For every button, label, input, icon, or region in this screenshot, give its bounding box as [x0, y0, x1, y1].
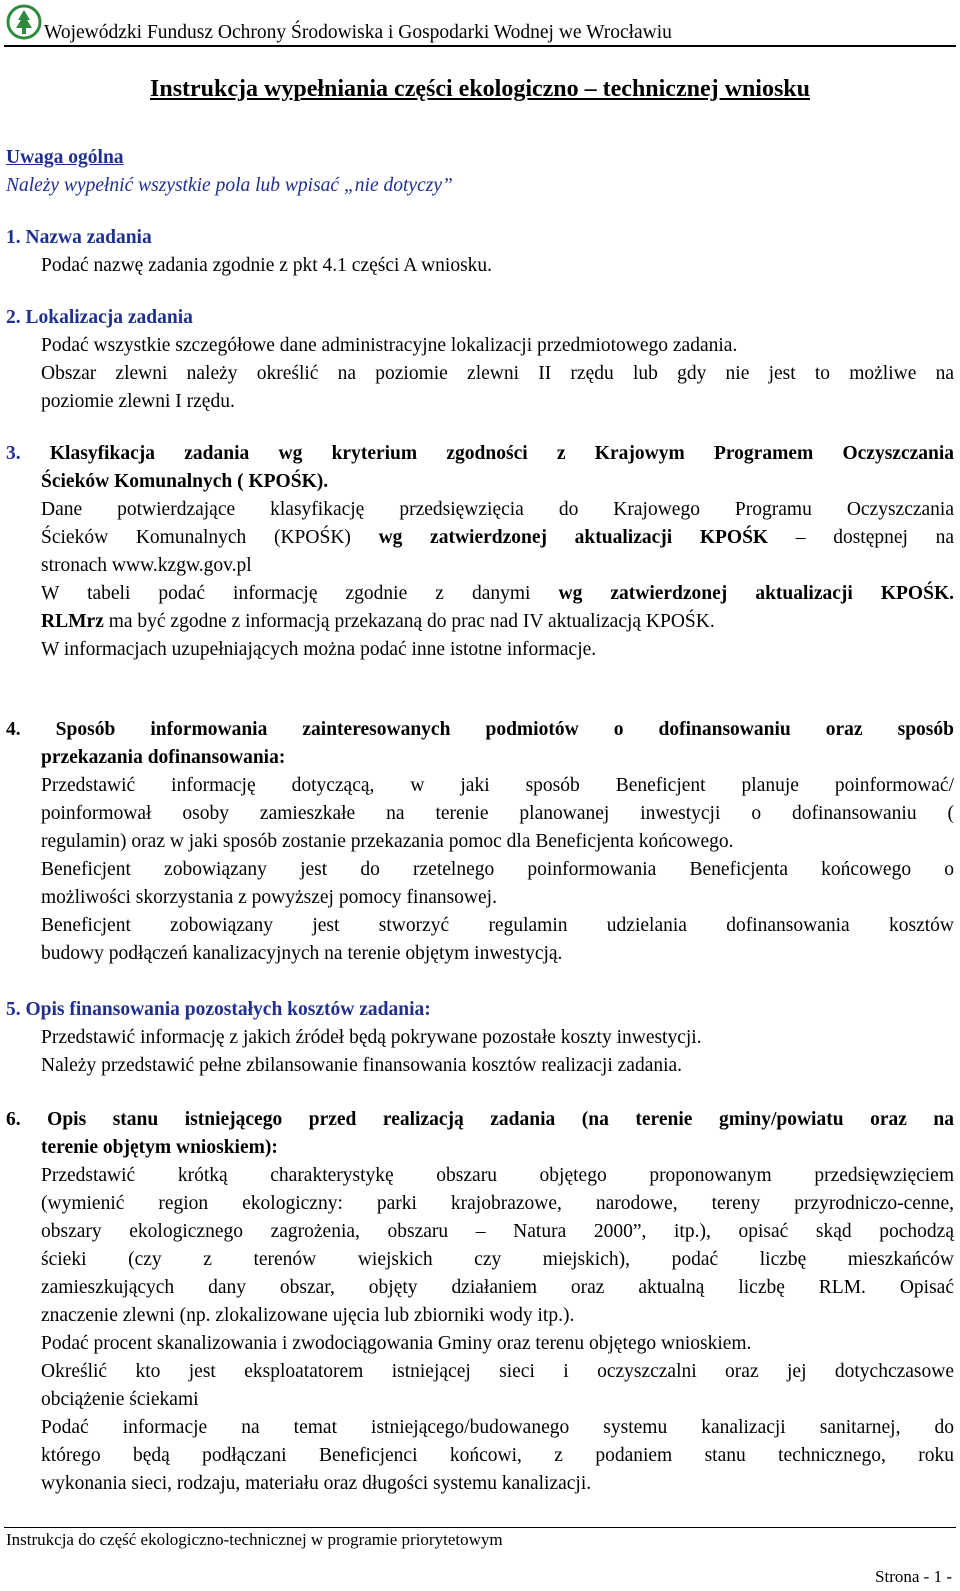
footer-divider — [4, 1527, 956, 1528]
section-4-line: możliwości skorzystania z powyższej pomocy finansowej. — [41, 887, 497, 908]
section-number: 6. — [6, 1109, 21, 1130]
section-3-line: Dane potwierdzające klasyfikację przedsięwzięcia do Krajowego Programu Oczyszczania — [41, 499, 954, 520]
section-6-heading-continued: terenie objętym wnioskiem): — [41, 1137, 278, 1158]
section-4-heading — [6, 718, 954, 742]
section-title: Opis finansowania pozostałych kosztów zadania: — [25, 999, 431, 1020]
section-1-heading — [6, 226, 152, 250]
section-6-line: Podać procent skanalizowania i zwodociągowania Gminy oraz terenu objętego wnioskiem. — [41, 1333, 752, 1354]
section-6-line: Podać informacje na temat istniejącego/budowanego systemu kanalizacji sanitarnej, do — [41, 1417, 954, 1438]
page-title: Instrukcja wypełniania części ekologiczno – technicznej wniosku — [150, 76, 810, 102]
section-number: 2. — [6, 307, 21, 328]
section-2-line: Obszar zlewni należy określić na poziomie zlewni II rzędu lub gdy nie jest to możliwe na — [41, 363, 954, 384]
section-3-line: Ścieków Komunalnych (KPOŚK) wg zatwierdzonej aktualizacji KPOŚK – dostępnej na — [41, 527, 954, 548]
section-2-line: Podać wszystkie szczegółowe dane administracyjne lokalizacji przedmiotowego zadania. — [41, 335, 738, 356]
section-4-line: Beneficjent zobowiązany jest stworzyć regulamin udzielania dofinansowania kosztów — [41, 915, 954, 936]
section-6-line: którego będą podłączani Beneficjenci końcowi, z podaniem stanu technicznego, roku — [41, 1445, 954, 1466]
section-6-line: (wymienić region ekologiczny: parki krajobrazowe, narodowe, tereny przyrodniczo-cenne, — [41, 1193, 954, 1214]
general-note-text: Należy wypełnić wszystkie pola lub wpisać „nie dotyczy” — [6, 175, 453, 196]
section-3-heading — [6, 442, 954, 466]
section-title: Lokalizacja zadania — [25, 307, 193, 328]
footer-text: Instrukcja do część ekologiczno-technicznej w programie priorytetowym — [6, 1530, 503, 1549]
page-header — [0, 0, 960, 48]
section-4-line: regulamin) oraz w jaki sposób zostanie przekazania pomoc dla Beneficjenta końcowego. — [41, 831, 734, 852]
section-title: Sposób informowania zainteresowanych podmiotów o dofinansowaniu oraz sposób — [55, 719, 954, 740]
section-6-heading — [6, 1108, 954, 1132]
section-number: 1. — [6, 227, 21, 248]
page-number: Strona - 1 - — [875, 1567, 952, 1586]
general-note-heading: Uwaga ogólna — [6, 147, 124, 168]
section-4-line: budowy podłączeń kanalizacyjnych na terenie objętym inwestycją. — [41, 943, 563, 964]
section-6-line: obciążenie ściekami — [41, 1389, 199, 1410]
section-2-heading — [6, 306, 193, 330]
section-6-line: obszary ekologicznego zagrożenia, obszaru – Natura 2000”, itp.), opisać skąd pochodzą — [41, 1221, 954, 1242]
header-divider — [4, 45, 956, 47]
section-3-heading-continued: Ścieków Komunalnych ( KPOŚK). — [41, 471, 329, 492]
section-4-heading-continued: przekazania dofinansowania: — [41, 747, 286, 768]
section-2-line: poziomie zlewni I rzędu. — [41, 391, 235, 412]
section-title: Nazwa zadania — [25, 227, 152, 248]
section-5-line: Należy przedstawić pełne zbilansowanie finansowania kosztów realizacji zadania. — [41, 1055, 683, 1076]
section-3-line: W tabeli podać informację zgodnie z danymi wg zatwierdzonej aktualizacji KPOŚK. — [41, 583, 954, 604]
section-number: 5. — [6, 999, 21, 1020]
section-3-line: RLMrz ma być zgodne z informacją przekazaną do prac nad IV aktualizacją KPOŚK. — [41, 611, 715, 632]
section-5-line: Przedstawić informację z jakich źródeł będą pokrywane pozostałe koszty inwestycji. — [41, 1027, 702, 1048]
section-3-line: stronach www.kzgw.gov.pl — [41, 555, 252, 576]
section-3-line: W informacjach uzupełniających można podać inne istotne informacje. — [41, 639, 597, 660]
section-4-line: poinformował osoby zamieszkałe na terenie planowanej inwestycji o dofinansowaniu ( — [41, 803, 954, 824]
section-6-line: wykonania sieci, rodzaju, materiału oraz długości systemu kanalizacji. — [41, 1473, 592, 1494]
section-4-line: Beneficjent zobowiązany jest do rzetelnego poinformowania Beneficjenta końcowego o — [41, 859, 954, 880]
section-6-line: zamieszkujących dany obszar, objęty działaniem oraz aktualną liczbę RLM. Opisać — [41, 1277, 954, 1298]
section-6-line: znaczenie zlewni (np. zlokalizowane ujęcia lub zbiorniki wody itp.). — [41, 1305, 575, 1326]
section-6-line: Określić kto jest eksploatatorem istniejącej sieci i oczyszczalni oraz jej dotychczasowe — [41, 1361, 954, 1382]
section-5-heading — [6, 998, 431, 1022]
section-4-line: Przedstawić informację dotyczącą, w jaki sposób Beneficjent planuje poinformować/ — [41, 775, 954, 796]
section-number: 4. — [6, 719, 21, 740]
section-1-text: Podać nazwę zadania zgodnie z pkt 4.1 części A wniosku. — [41, 255, 493, 276]
section-6-line: ścieki (czy z terenów wiejskich czy miejskich), podać liczbę mieszkańców — [41, 1249, 954, 1270]
section-6-line: Przedstawić krótką charakterystykę obszaru objętego proponowanym przedsięwzięciem — [41, 1165, 954, 1186]
section-title: Opis stanu istniejącego przed realizacją zadania (na terenie gminy/powiatu oraz na — [47, 1109, 955, 1130]
organization-name: Wojewódzki Fundusz Ochrony Środowiska i Gospodarki Wodnej we Wrocławiu — [44, 22, 672, 43]
wfos-tree-logo-icon — [6, 4, 42, 40]
section-title: Klasyfikacja zadania wg kryterium zgodności z Krajowym Programem Oczyszczania — [49, 443, 955, 464]
section-number: 3. — [6, 443, 21, 464]
